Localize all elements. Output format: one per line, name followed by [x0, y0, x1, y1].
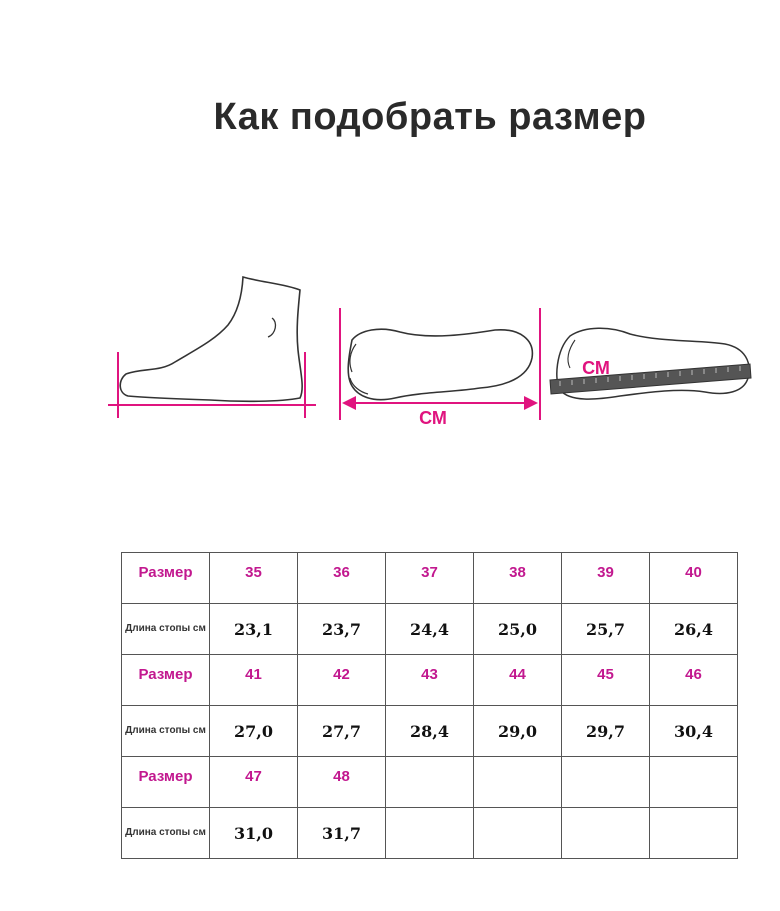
length-cell: 25,7 — [562, 604, 650, 655]
size-cell: 37 — [386, 553, 474, 604]
length-cell: 31,7 — [298, 808, 386, 859]
length-cell — [386, 808, 474, 859]
length-cell: 29,0 — [474, 706, 562, 757]
length-cell: 26,4 — [650, 604, 738, 655]
size-cell — [386, 757, 474, 808]
length-cell: 28,4 — [386, 706, 474, 757]
size-cell: 42 — [298, 655, 386, 706]
size-row — [122, 553, 738, 604]
size-header-cell: Размер — [122, 757, 210, 808]
foot-top-view-icon — [340, 308, 540, 428]
length-cell: 27,0 — [210, 706, 298, 757]
length-cell: 29,7 — [562, 706, 650, 757]
size-row — [122, 655, 738, 706]
size-cell: 35 — [210, 553, 298, 604]
foot-length-row — [122, 604, 738, 655]
size-cell: 36 — [298, 553, 386, 604]
size-cell — [562, 757, 650, 808]
size-cell: 48 — [298, 757, 386, 808]
foot-ruler-icon — [550, 328, 751, 399]
unit-label-cm-ruler: СМ — [582, 358, 610, 378]
length-cell: 23,7 — [298, 604, 386, 655]
size-header-cell: Размер — [122, 553, 210, 604]
size-cell: 47 — [210, 757, 298, 808]
foot-length-header-cell: Длина стопы см — [122, 808, 210, 859]
size-cell — [650, 757, 738, 808]
length-cell: 31,0 — [210, 808, 298, 859]
size-cell: 46 — [650, 655, 738, 706]
size-cell: 44 — [474, 655, 562, 706]
length-cell: 24,4 — [386, 604, 474, 655]
length-cell: 23,1 — [210, 604, 298, 655]
size-row — [122, 757, 738, 808]
length-cell: 27,7 — [298, 706, 386, 757]
size-cell: 43 — [386, 655, 474, 706]
foot-length-row — [122, 808, 738, 859]
unit-label-cm: СМ — [419, 408, 447, 428]
size-cell: 40 — [650, 553, 738, 604]
page-title: Как подобрать размер — [213, 96, 647, 138]
foot-length-header-cell: Длина стопы см — [122, 706, 210, 757]
size-cell: 39 — [562, 553, 650, 604]
length-cell — [474, 808, 562, 859]
length-cell: 30,4 — [650, 706, 738, 757]
foot-length-row — [122, 706, 738, 757]
length-cell — [562, 808, 650, 859]
length-cell: 25,0 — [474, 604, 562, 655]
foot-length-header-cell: Длина стопы см — [122, 604, 210, 655]
size-header-cell: Размер — [122, 655, 210, 706]
size-chart-table — [121, 552, 738, 859]
foot-side-view-icon — [108, 277, 316, 418]
size-cell: 45 — [562, 655, 650, 706]
size-cell — [474, 757, 562, 808]
size-cell: 38 — [474, 553, 562, 604]
size-cell: 41 — [210, 655, 298, 706]
length-cell — [650, 808, 738, 859]
